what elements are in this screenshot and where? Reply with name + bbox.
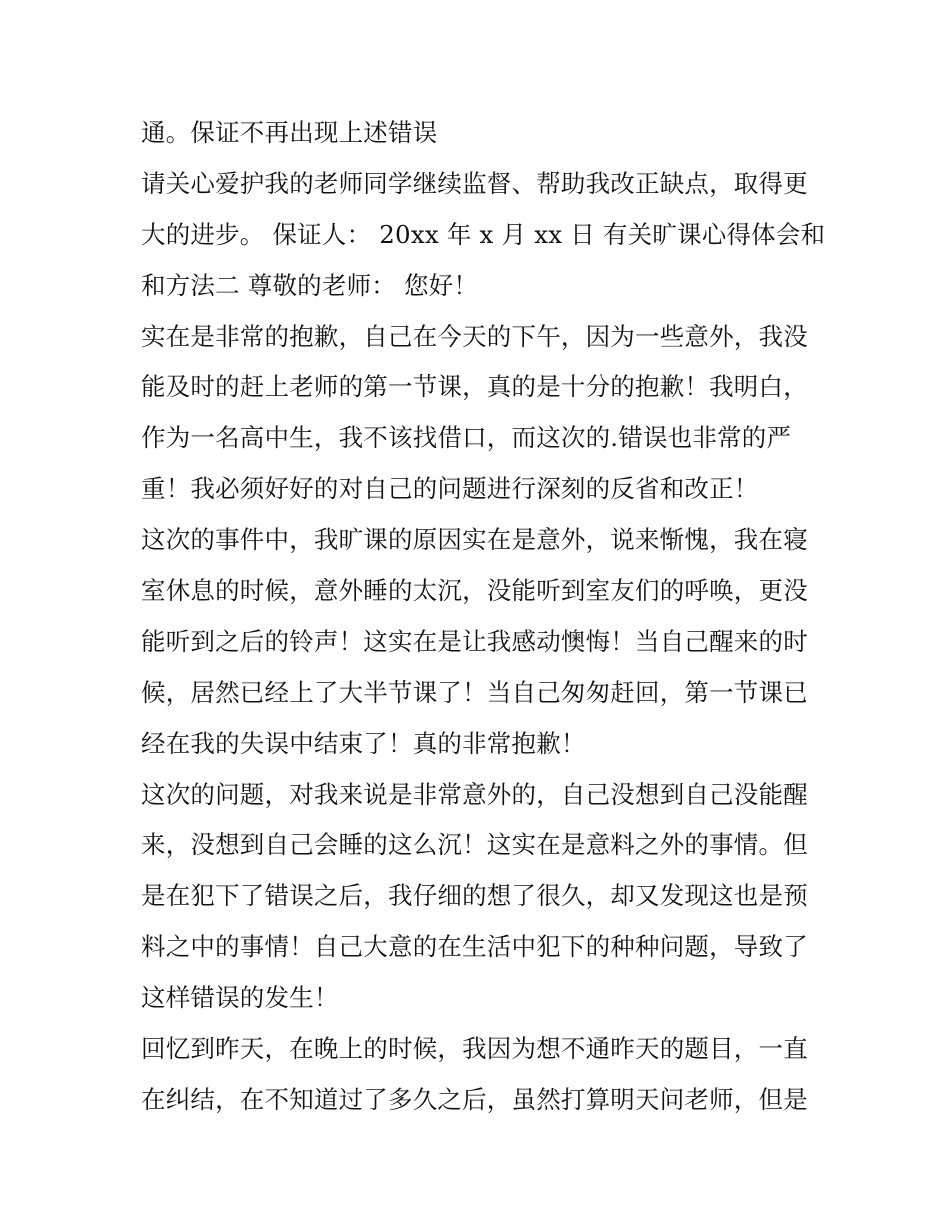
text-line-15: 来，没想到自己会睡的这么沉！这实在是意料之外的事情。但 bbox=[141, 830, 808, 860]
text-line-3: 大的进步。 保证人： 20xx 年 x 月 xx 日 有关旷课心得体会和 bbox=[141, 219, 826, 249]
text-line-10: 室休息的时候，意外睡的太沉，没能听到室友们的呼唤，更没 bbox=[141, 576, 808, 606]
text-line-18: 这样错误的发生！ bbox=[141, 983, 339, 1013]
text-line-12: 候，居然已经上了大半节课了！当自己匆匆赶回，第一节课已 bbox=[141, 677, 808, 707]
text-line-14: 这次的问题，对我来说是非常意外的，自己没想到自己没能醒 bbox=[141, 779, 808, 809]
text-line-20: 在纠结，在不知道过了多久之后，虽然打算明天问老师，但是 bbox=[141, 1084, 808, 1114]
text-line-9: 这次的事件中，我旷课的原因实在是意外，说来惭愧，我在寝 bbox=[141, 525, 808, 555]
text-line-1: 通。保证不再出现上述错误 bbox=[141, 118, 438, 147]
text-line-7: 作为一名高中生，我不该找借口，而这次的.错误也非常的严 bbox=[141, 423, 792, 453]
text-line-16: 是在犯下了错误之后，我仔细的想了很久，却又发现这也是预 bbox=[141, 881, 808, 911]
text-line-17: 料之中的事情！自己大意的在生活中犯下的种种问题，导致了 bbox=[141, 932, 808, 962]
text-line-8: 重！我必须好好的对自己的问题进行深刻的反省和改正！ bbox=[141, 474, 759, 504]
body-text bbox=[141, 108, 826, 1126]
text-line-2: 请关心爱护我的老师同学继续监督、帮助我改正缺点，取得更 bbox=[141, 168, 808, 198]
text-line-13: 经在我的失误中结束了！真的非常抱歉！ bbox=[141, 728, 586, 758]
text-line-4: 和方法二 尊敬的老师： 您好！ bbox=[141, 270, 479, 300]
text-line-19: 回忆到昨天，在晚上的时候，我因为想不通昨天的题目，一直 bbox=[141, 1034, 808, 1064]
text-line-11: 能听到之后的铃声！这实在是让我感动懊悔！当自己醒来的时 bbox=[141, 626, 808, 656]
text-line-5: 实在是非常的抱歉，自己在今天的下午，因为一些意外，我没 bbox=[141, 321, 808, 351]
text-line-6: 能及时的赶上老师的第一节课，真的是十分的抱歉！我明白， bbox=[141, 372, 808, 402]
